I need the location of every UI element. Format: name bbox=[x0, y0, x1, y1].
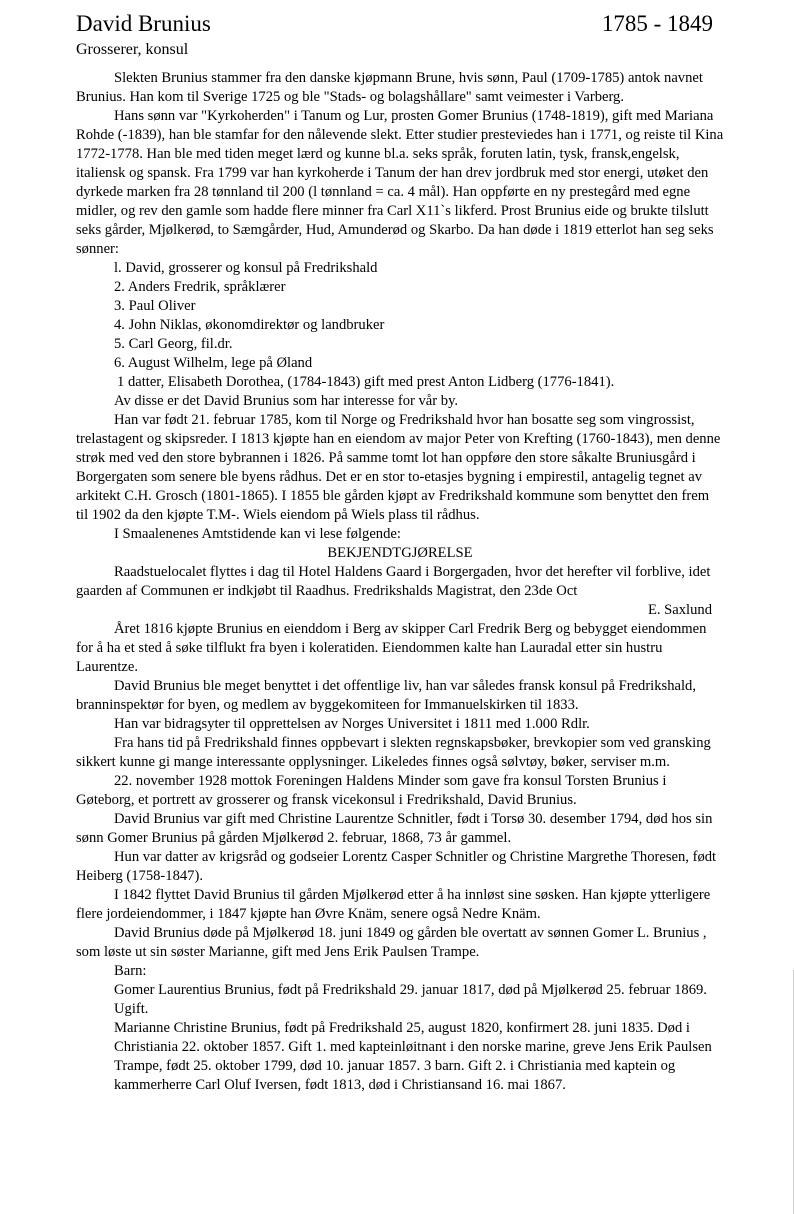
document-body bbox=[76, 69, 724, 1095]
lifespan-years: 1785 - 1849 bbox=[601, 11, 713, 36]
child-entry: Marianne Christine Brunius, født på Fredrikshald 25, august 1820, konfirmert 28. juni 1835. Død i Christiania 22. oktober 1857. Gift 1. med kapteinløitnant i den norske marine, greve Jens Erik Paulsen Trampe, født 25. oktober 1799, død 10. januar 1857. 3 barn. Gift 2. i Christiania med kaptein og kammerherre Carl Oluf Iversen, født 1813, død i Christiansand 16. mai 1867. bbox=[114, 1020, 712, 1093]
paragraph: Barn: bbox=[114, 963, 147, 979]
paragraph: Hun var datter av krigsråd og godseier Lorentz Casper Schnitler og Christine Margrethe Thoresen, født Heiberg (1758-1847). bbox=[76, 849, 717, 884]
list-item: 3. Paul Oliver bbox=[114, 298, 196, 314]
paragraph: Hans sønn var "Kyrkoherden" i Tanum og Lur, prosten Gomer Brunius (1748-1819), gift med Mariana Rohde (-1839), han ble stamfar for den nålevende slekt. Etter studier presteviedes han i 1771, og reiste til Kina 1772-1778. Han ble med tiden meget lærd og kunne bl.a. seks språk, foruten latin, tysk, fransk,engelsk, italiensk og spansk. Fra 1799 var han kyrkoherde i Tanum der han drev jordbruk med stor energi, utøket den dyrkede marken fra 28 tønnland til 200 (l tønnland = ca. 4 mål). Han oppførte en ny prestegård med egne midler, og rev den gamle som hadde flere minner fra Carl X11`s likferd. Prost Brunius eide og brukte tilslutt seks gårder, Mjølkerød, to Sæmgårder, Hud, Amunderød og Skarbo. Da han døde i 1819 etterlot han seg seks sønner: bbox=[76, 108, 724, 257]
list-item: 2. Anders Fredrik, språklærer bbox=[114, 279, 286, 295]
paragraph: Raadstuelocalet flyttes i dag til Hotel Haldens Gaard i Borgergaden, hvor det herefter vil forblive, idet gaarden af Communen er indkjøbt til Raadhus. Fredrikshalds Magistrat, den 23de Oct bbox=[76, 564, 711, 599]
notice-signature: E. Saxlund bbox=[647, 602, 712, 618]
child-entry: Gomer Laurentius Brunius, født på Fredrikshald 29. januar 1817, død på Mjølkerød 25. februar 1869. Ugift. bbox=[114, 982, 707, 1017]
paragraph: David Brunius var gift med Christine Laurentze Schnitler, født i Torsø 30. desember 1794, død hos sin sønn Gomer Brunius på gården Mjølkerød 2. februar, 1868, 73 år gammel. bbox=[76, 811, 713, 846]
paragraph: I 1842 flyttet David Brunius til gården Mjølkerød etter å ha innløst sine søsken. Han kjøpte ytterligere flere jordeiendommer, i 1847 kjøpte han Øvre Knäm, senere også Nedre Knäm. bbox=[76, 887, 711, 922]
page-title: David Brunius bbox=[76, 11, 211, 36]
paragraph: Han var bidragsyter til opprettelsen av Norges Universitet i 1811 med 1.000 Rdlr. bbox=[114, 716, 590, 732]
list-item: 6. August Wilhelm, lege på Øland bbox=[114, 355, 313, 371]
paragraph: I Smaalenenes Amtstidende kan vi lese følgende: bbox=[114, 526, 401, 542]
paragraph: 22. november 1928 mottok Foreningen Haldens Minder som gave fra konsul Torsten Brunius i Gøteborg, et portrett av grosserer og fransk vicekonsul i Fredrikshald, David Brunius. bbox=[76, 773, 667, 808]
paragraph: Slekten Brunius stammer fra den danske kjøpmann Brune, hvis sønn, Paul (1709-1785) antok navnet Brunius. Han kom til Sverige 1725 og ble "Stads- og bolagshållare" samt veimester i Varberg. bbox=[76, 70, 703, 105]
paragraph: Fra hans tid på Fredrikshald finnes oppbevart i slekten regnskapsbøker, brevkopier som ved gransking sikkert kunne gi mange interessante opplysninger. Likeledes finnes også sølvtøy, bøker, serviser m.m. bbox=[76, 735, 711, 770]
list-item: 5. Carl Georg, fil.dr. bbox=[114, 336, 233, 352]
paragraph: Året 1816 kjøpte Brunius en eienddom i Berg av skipper Carl Fredrik Berg og bebygget eiendommen for å ha et sted å søke tilflukt fra byen i koleratiden. Eiendommen kalte han Lauradal etter sin hustru Laurentze. bbox=[76, 621, 707, 675]
paragraph: David Brunius ble meget benyttet i det offentlige liv, han var således fransk konsul på Fredrikshald, branninspektør for byen, og medlem av byggekomiteen for Immanuelskirken til 1833. bbox=[76, 678, 696, 713]
list-item: 4. John Niklas, økonomdirektør og landbruker bbox=[114, 317, 385, 333]
list-item: 1 datter, Elisabeth Dorothea, (1784-1843) gift med prest Anton Lidberg (1776-1841). bbox=[117, 374, 615, 390]
notice-heading: BEKJENDTGJØRELSE bbox=[327, 545, 473, 561]
paragraph: Han var født 21. februar 1785, kom til Norge og Fredrikshald hvor han bosatte seg som vingrossist, trelastagent og skipsreder. I 1813 kjøpte han en eiendom av major Peter von Krefting (1760-1843), men denne strøk med ved den store bybrannen i 1826. På samme tomt lot han oppføre den store såkalte Bruniusgård i Borgergaten som senere ble byens rådhus. Det er en stor to-etasjes bygning i empirestil, antagelig tegnet av arkitekt C.H. Grosch (1801-1865). I 1855 ble gården kjøpt av Fredrikshald kommune som benyttet den frem til 1902 da den kjøpte T.M-. Wiels eiendom på Wiels plass til rådhus. bbox=[76, 412, 721, 523]
paragraph: David Brunius døde på Mjølkerød 18. juni 1849 og gården ble overtatt av sønnen Gomer L. Brunius , som løste ut sin søster Marianne, gift med Jens Erik Paulsen Trampe. bbox=[76, 925, 707, 960]
page-subtitle: Grosserer, konsul bbox=[76, 41, 189, 58]
paragraph: Av disse er det David Brunius som har interesse for vår by. bbox=[114, 393, 459, 409]
list-item: l. David, grosserer og konsul på Fredrikshald bbox=[114, 260, 378, 276]
